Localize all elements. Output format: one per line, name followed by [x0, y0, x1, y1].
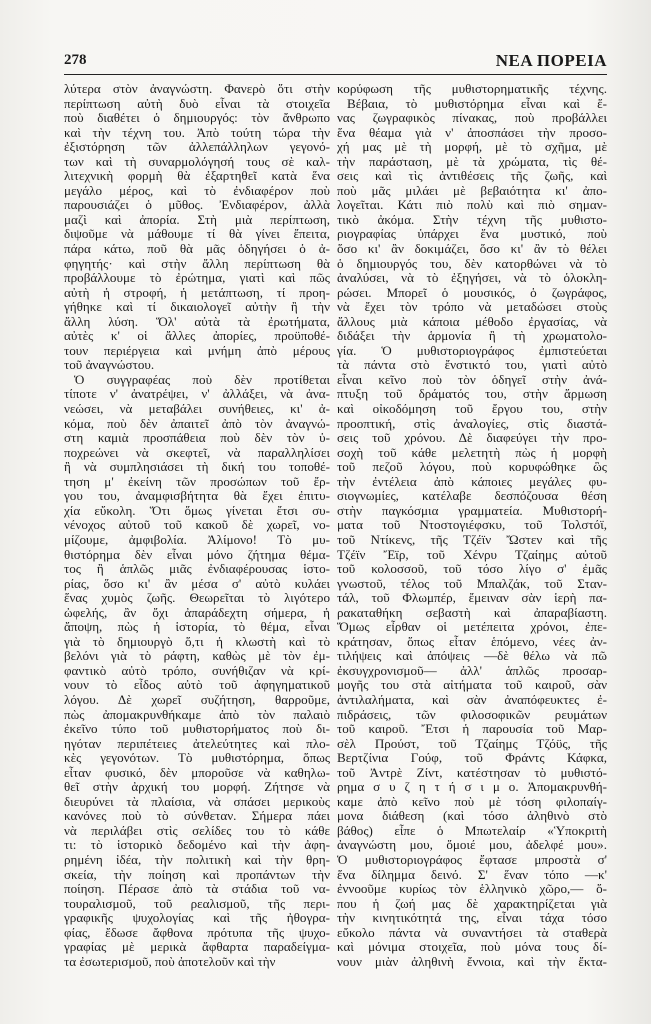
text-line: τὴν παράσταση, μὲ τὰ χρώματα, τὶς θέ-	[337, 153, 607, 169]
text-line: κανόνες ποὺ τὸ σύνθεταν. Σήμερα πάει	[64, 808, 330, 824]
text-line: θεῖ στὴν ἀρχική του μορφή. Ζήτησε νὰ	[64, 779, 330, 795]
text-line: στη καμιὰ προσπάθεια ποὺ δὲν τὸν ὑ-	[64, 430, 330, 446]
text-line: καμε ἀπὸ κεῖνο ποὺ μὲ τόση φιλοπαίγ-	[337, 793, 607, 809]
text-line: βάθος) εἶπε ὁ Μπωτελαίρ «Ὑποκριτὴ	[337, 822, 607, 838]
text-line: τάλ, τοῦ Φλωμπέρ, ἔμειναν σὰν ἱερὴ πα-	[337, 590, 607, 606]
text-line: Βέβαια, τὸ μυθιστόρημα εἶναι καὶ ἕ-	[347, 95, 607, 111]
text-line: νὰ ἔχει τὸν τρόπο νὰ μεταδώσει στοὺς	[337, 299, 607, 315]
text-line: τικὸ ἀκόμα. Στὴν τέχνη τῆς μυθιστο-	[337, 211, 607, 227]
text-line: πάρα κάτω, ποῦ θὰ μᾶς ὁδηγήσει ὁ ἀ-	[64, 241, 330, 257]
text-line: γήθηκε καὶ τί δικαιολογεῖ αὐτὴν ἢ τὴν	[64, 299, 330, 315]
text-line: ἕνα θέαμα γιὰ ν' ἀποσπάσει τὴν προσο-	[337, 124, 607, 140]
page-number: 278	[64, 52, 87, 68]
text-line: γία. Ὁ μυθιστοριογράφος ἐμπιστεύεται	[337, 342, 607, 358]
text-line: τιλήψεις καὶ ἀπόψεις —δὲ θέλω νὰ πῶ	[337, 648, 607, 664]
text-line: μαζὶ καὶ ἀπορία. Στὴ μιὰ περίπτωση,	[64, 211, 330, 227]
text-line: ποὺ μᾶς μιλάει μὲ βεβαιότητα κι' ἀπο-	[337, 182, 607, 198]
text-line: Ὁ μυθιστοριογράφος ἔφτασε μπροστὰ σ'	[337, 851, 607, 867]
text-line: στὴν παγκόσμια γραμματεία. Μυθιστορή-	[337, 502, 607, 518]
text-line: ρημα σ υ ζ η τ ή σ ι μ ο. Ἀπομακρυνθή-	[337, 779, 607, 795]
text-line: μονα διάθεση (καὶ τόσο ἀληθινὸ στὸ	[337, 808, 607, 824]
page-header	[64, 50, 607, 75]
text-line: γιὰ τὸ δημιουργὸ ὅ,τι ἡ κλωστὴ καὶ τὸ	[64, 633, 330, 649]
text-line: σὲλ Προύστ, τοῦ Τζαίημς Τζόϋς, τῆς	[337, 735, 607, 751]
text-line: σιογνωμίες, κατέλαβε δεσπόζουσα θέση	[337, 488, 607, 504]
text-line: των καὶ τὴ συναρμολόγησή τους σὲ καλ-	[64, 153, 330, 169]
text-line: θιστόρημα δὲν εἶναι μόνο ζήτημα θέμα-	[64, 546, 330, 562]
left-text-column	[64, 82, 330, 969]
text-line: ρώσει. Μπορεῖ ὁ μουσικός, ὁ ζωγράφος,	[337, 284, 607, 300]
text-line: τοῦ ἀναγνώστου.	[64, 357, 155, 373]
text-line: Ὁ συγγραφέας ποὺ δὲν προτίθεται	[74, 371, 330, 387]
text-line: τὰ πάντα στὸ ἔνστικτό του, γιατὶ αὐτὸ	[337, 357, 607, 373]
text-line: εἶναι κεῖνο ποὺ τὸν ὁδηγεῖ στὴν ἀνά-	[337, 371, 607, 387]
text-line: ὠφελής, ἂν ὄχι ἀπαράδεχτη σήμερα, ἡ	[64, 604, 330, 620]
text-line: ποχρεώνει νὰ σκεφτεῖ, νὰ παραλληλίσει	[64, 444, 330, 460]
text-line: περίπτωση αὐτὴ δυὸ εἶναι τὰ στοιχεῖα	[64, 95, 330, 111]
text-line: Ὅμως εἶρθαν οἱ μετέπειτα χρόνοι, ἐπε-	[337, 619, 607, 635]
text-line: τουραλισμοῦ, τοῦ ρεαλισμοῦ, τῆς περι-	[64, 895, 330, 911]
text-line: τοῦ Ἀντρὲ Ζίντ, κατέστησαν τὸ μυθιστό-	[337, 764, 607, 780]
text-line: σεις καὶ τὶς ἀντιθέσεις τῆς ζωῆς, καὶ	[337, 168, 607, 184]
text-line: λογεῖται. Κάτι πιὸ πολὺ καὶ πιὸ σημαν-	[337, 197, 607, 213]
text-line: γνωστοῦ, τέλος τοῦ Μπαλζάκ, τοῦ Σταν-	[337, 575, 607, 591]
text-line: κράτησαν, ὅπως εἶταν ἑπόμενο, νέες ἀν-	[337, 633, 607, 649]
text-line: καὶ τὴν τέχνη του. Ἀπὸ τούτη τώρα τὴν	[64, 124, 330, 140]
text-line: ὅσο κι' ἂν δοκιμάζει, ὅσο κι' ἂν τὸ θέλει	[337, 241, 607, 257]
text-line: εὔκολο πάντα νὰ συναντήσει τὰ σταθερὰ	[337, 924, 607, 940]
text-line: φηγητής· καὶ στὴν ἄλλη περίπτωση θὰ	[64, 255, 330, 271]
text-line: ρακαταθήκη σεβαστὴ καὶ ἀπαραβίαστη.	[337, 604, 607, 620]
text-line: τηση μ' ἐκείνη τῶν προσώπων τοῦ ἔρ-	[64, 473, 330, 489]
text-line: φαντικὸ αὐτὸ τρόπο, συνήθιζαν νὰ κρί-	[64, 662, 330, 678]
text-line: τι: τὸ ἱστορικὸ δεδομένο καὶ τὴν ἀφη-	[64, 837, 330, 853]
text-line: πιδράσεις, τῶν φιλοσοφικῶν ρευμάτων	[337, 706, 607, 722]
text-line: ἕνα δίλημμα δεινό. Σ' ἕναν τόπο —κ'	[337, 866, 607, 882]
text-line: αὐτὴ ἡ στροφή, ἡ μετάπτωση, τί προη-	[64, 284, 330, 300]
text-line: που ἡ ζωή μας δὲ χαρακτηρίζεται γιὰ	[337, 895, 607, 911]
text-line: ποὺ διαθέτει ὁ δημιουργός: τὸν ἄνθρωπο	[64, 110, 330, 126]
text-line: ριογραφίας ὑπάρχει ἕνα μυστικό, ποὺ	[337, 226, 607, 242]
text-line: τὴν κινητικότητά της, εἶναι τάχα τόσο	[337, 910, 607, 926]
text-line: σοχὴ τοῦ κάθε μελετητὴ πὼς ἡ μορφὴ	[337, 444, 607, 460]
text-line: τοῦ κολοσσοῦ, τοῦ τόσο λίγο σ' ἐμᾶς	[337, 561, 607, 577]
text-line: μίζουμε, ἀμφιβολία. Ἀλίμονο! Τὸ μυ-	[64, 531, 330, 547]
text-line: διευρύνει τὰ πλαίσια, νὰ σπάσει μερικοὺς	[64, 793, 330, 809]
text-line: τίποτε ν' ἀνατρέψει, ν' ἀλλάξει, νὰ ἀνα-	[64, 386, 330, 402]
text-line: ὁ δημιουργός του, δὲν κατορθώνει νὰ τὸ	[337, 255, 607, 271]
text-line: Τζέϊν Ἔϊρ, τοῦ Χένρυ Τζαίημς αὐτοῦ	[337, 546, 607, 562]
text-line: πτυξη τοῦ δράματός του, στὴν ἅρμωση	[337, 386, 607, 402]
text-line: αὐτὲς κ' οἱ ἄλλες ἀπορίες, προϋποθέ-	[64, 328, 330, 344]
text-line: νεώσει, νὰ μεταβάλει συνήθειες, κι' ἀ-	[64, 401, 330, 417]
text-line: ἄλλη λύση. Ὅλ' αὐτὰ τὰ ἐρωτήματα,	[64, 313, 330, 329]
text-line: ματα τοῦ Ντοστογιέφσκυ, τοῦ Τολστόϊ,	[337, 517, 607, 533]
text-line: ρημένη ἰδέα, τὴν πολιτικὴ καὶ τὴν θρη-	[64, 851, 330, 867]
text-line: παρουσιάζει ὁ μῦθος. Ἐνδιαφέρον, ἀλλὰ	[64, 197, 330, 213]
text-line: διδάξει τὴν ἁρμονία ἢ τὴ χρωματολο-	[337, 328, 607, 344]
text-line: σκεία, τὴν ποίηση καὶ προπάντων τὴν	[64, 866, 330, 882]
text-line: διψοῦμε νὰ μάθουμε τί θὰ γίνει ἔπειτα,	[64, 226, 330, 242]
text-line: χή μας μὲ τὴ μορφή, μὲ τὸ σχῆμα, μὲ	[337, 139, 607, 155]
text-line: τοῦ Ντίκενς, τῆς Τζέϊν Ὤστεν καὶ τῆς	[337, 531, 607, 547]
text-line: γραφικῆς ψυχολογίας καὶ τῆς ἠθογρα-	[64, 910, 330, 926]
text-line: εἶταν φυσικό, δὲν μποροῦσε νὰ καθηλω-	[64, 764, 330, 780]
text-line: Βερτζίνια Γούφ, τοῦ Φράντς Κάφκα,	[337, 750, 607, 766]
text-line: σεις τοῦ χρόνου. Δὲ διαφεύγει τὴν προ-	[337, 430, 607, 446]
text-line: μεγάλο μέρος, καὶ τὸ ἐνδιαφέρον ποὺ	[64, 182, 330, 198]
text-line: ἐξιστόρηση τῶν ἀλλεπάλληλων γεγονό-	[64, 139, 330, 155]
text-line: ποίηση. Πέρασε ἀπὸ τὰ στάδια τοῦ να-	[64, 881, 330, 897]
text-line: τουν περιέργεια καὶ μνήμη ἀπὸ μέρους	[64, 342, 330, 358]
text-line: τος ἢ ἁπλῶς μιᾶς ἐνδιαφέρουσας ἱστο-	[64, 561, 330, 577]
text-line: ηγόταν περιπέτειες ἀτελεύτητες καὶ πλο-	[64, 735, 330, 751]
text-line: γραφίας μὲ μερικὰ ἄφθαρτα παραδείγμα-	[64, 939, 330, 955]
text-line: ἐννοοῦμε κυρίως τὸν ἑλληνικὸ χῶρο,— ὅ-	[337, 881, 607, 897]
running-title: ΝΕΑ ΠΟΡΕΙΑ	[495, 51, 607, 70]
text-line: κορύφωση τῆς μυθιστορηματικῆς τέχνης.	[337, 81, 607, 96]
text-line: προοπτική, στὶς ἀναλογίες, στὶς διαστά-	[337, 415, 607, 431]
text-line: κὲς γεγονότων. Τὸ μυθιστόρημα, ὅπως	[64, 750, 330, 766]
text-line: φίας, ἔδωσε ἄφθονα πρότυπα τῆς ψυχο-	[64, 924, 330, 940]
text-line: νουν μιὰν ἀληθινὴ ἔννοια, καὶ τὴν ἔκτα-	[337, 953, 607, 969]
text-line: προβάλλουμε τὸ ἐρώτημα, γιατὶ καὶ πῶς	[64, 270, 330, 286]
text-line: νένοχος αὐτοῦ τοῦ κακοῦ δὲ χωρεῖ, νο-	[64, 517, 330, 533]
text-line: νας ζωγραφικὸς πίνακας, ποὺ προβάλλει	[337, 110, 607, 126]
right-text-column	[337, 82, 607, 969]
text-line: καὶ μόνιμα στοιχεῖα, ποὺ μόνα τους δί-	[337, 939, 607, 955]
text-line: πὼς ἀπομακρυνθήκαμε ἀπὸ τὸν παλαιὸ	[64, 706, 330, 722]
text-line: τοῦ πεζοῦ λόγου, ποὺ κορυφώθηκε ὣς	[337, 459, 607, 475]
text-line: τοῦ καιροῦ. Ἔτσι ἡ παρουσία τοῦ Μαρ-	[337, 721, 607, 737]
text-line: ρίας, ὅσο κι' ἂν μέσα σ' αὐτὸ κυλάει	[64, 575, 330, 591]
text-line: ἀναλύσει, νὰ τὸ ἐξηγήσει, νὰ τὸ ὁλοκλη-	[337, 270, 607, 286]
text-line: ἐκσυγχρονισμοῦ— ἀλλ' ἁπλῶς προσαρ-	[337, 662, 607, 678]
text-line: κόμα, ποὺ δὲν ἀπαιτεῖ ἀπὸ τὸν ἀναγνώ-	[64, 415, 330, 431]
text-line: τα ἐσωτερισμοῦ, ποὺ ἀποτελοῦν καὶ τὴν	[64, 953, 276, 969]
text-line: ἄλλους μιὰ κάποια μέθοδο ἐργασίας, νὰ	[337, 313, 607, 329]
text-line: λύτερα στὸν ἀναγνώστη. Φανερὸ ὅτι στὴν	[64, 81, 330, 96]
text-line: ἀναγνώστη μου, ὅμοιέ μου, ἀδελφέ μου».	[337, 837, 607, 853]
text-line: τὴν ἐντέλεια ἀπὸ κάποιες μεγάλες φυ-	[337, 473, 607, 489]
text-line: μογῆς του στὰ αἰτήματα τοῦ καιροῦ, σὰν	[337, 677, 607, 693]
text-line: ἀντιλαλήματα, καὶ σὰν ἀναπόφευκτες ἐ-	[337, 691, 607, 707]
text-line: καὶ οἰκοδόμηση τοῦ ἔργου του, στὴν	[337, 401, 607, 417]
text-line: γου του, ἀναμφισβήτητα θὰ ἔχει ἐπιτυ-	[64, 488, 330, 504]
text-line: ἢ νὰ συμπλησιάσει τὴ δική του τοποθέ-	[64, 459, 330, 475]
text-line: λιτεχνικὴ φορμὴ θὰ ἐξαρτηθεῖ κατὰ ἕνα	[64, 168, 330, 184]
text-line: χία εὔκολη. Ὅτι ὅμως γίνεται ἔτσι συ-	[64, 502, 330, 518]
text-line: νὰ περιλάβει στὶς σελίδες του τὸ κάθε	[64, 822, 330, 838]
text-line: ἕνας χυμὸς ζωῆς. Θεωρεῖται τὸ λιγότερο	[64, 590, 330, 606]
text-line: βελόνι γιὰ τὸ ράφτη, καθὼς μὲ τὸν ἐμ-	[64, 648, 330, 664]
text-line: νουν τὸ εἶδος αὐτὸ τοῦ ἀφηγηματικοῦ	[64, 677, 330, 693]
text-line: ἄποψη, πὼς ἡ ἱστορία, τὸ θέμα, εἶναι	[64, 619, 330, 635]
text-line: ἐκεῖνο τύπο τοῦ μυθιστορήματος ποὺ δι-	[64, 721, 330, 737]
text-line: λόγου. Δὲ χωρεῖ συζήτηση, θαρροῦμε,	[64, 691, 330, 707]
